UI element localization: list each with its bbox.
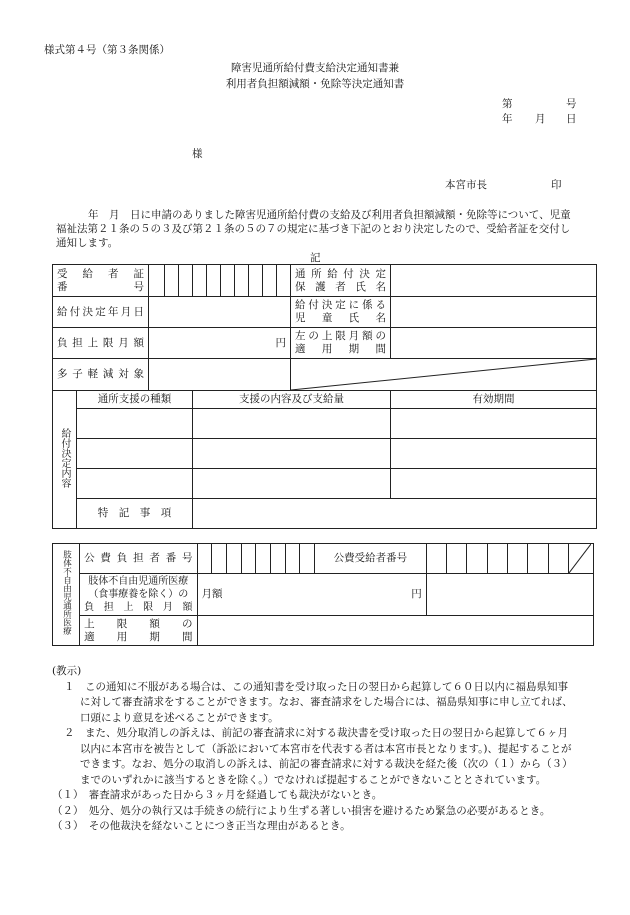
valid-period-cell[interactable] [391, 469, 597, 499]
public-recipient-digit[interactable] [508, 544, 528, 574]
diagonal-line [291, 359, 596, 390]
recipient-number-digit[interactable] [193, 265, 207, 297]
support-content-cell[interactable] [193, 409, 391, 439]
decision-date-label: 給付決定年月日 [53, 297, 149, 328]
special-notes-field[interactable] [193, 499, 597, 529]
public-burden-digit[interactable] [300, 544, 315, 574]
limit-period-field[interactable] [197, 616, 593, 646]
support-content-cell[interactable] [193, 469, 391, 499]
period-field[interactable] [391, 328, 597, 359]
medical-limit-label: 肢体不自由児通所医療 （食事療養を除く）の 負担上限月額 [80, 574, 197, 616]
decision-date-field[interactable] [149, 297, 291, 328]
child-label: 給付決定に係る 児 童 氏 名 [291, 297, 391, 328]
condition-3: （３） その他裁決を経ないことにつき正当な理由があるとき。 [52, 820, 351, 832]
medical-limit-field[interactable] [197, 574, 426, 616]
instruction-1-line: １ この通知に不服がある場合は、この通知書を受け取った日の翌日から起算して６０日以内に福島県知事 [64, 680, 568, 693]
instruction-2-line: までのいずれかに該当するときを除く。）でなければ提起することができないこととされています。 [80, 773, 547, 786]
period-label: 左の上限月額の 適 用 期 間 [291, 328, 391, 359]
date-day: 日 [566, 113, 577, 125]
recipient-number-digit[interactable] [149, 265, 165, 297]
valid-period-cell[interactable] [391, 439, 597, 469]
support-type-cell[interactable] [77, 469, 193, 499]
seal-mark: 印 [551, 179, 562, 191]
recipient-number-digit[interactable] [179, 265, 193, 297]
recipient-number-label: 受 給 者 証 番 号 [53, 265, 149, 297]
addressee-suffix: 様 [192, 148, 203, 160]
doc-number-prefix: 第 [502, 98, 513, 110]
medical-limit-blank [426, 574, 593, 616]
limit-period-label: 上 限 額 の 適 用 期 間 [80, 616, 197, 646]
guardian-label: 通所給付決定 保護者氏名 [291, 265, 391, 297]
instruction-1-line: に対して審査請求をすることができます。なお、審査請求をした場合には、福島県知事に申し立てれば、 [80, 696, 573, 708]
multi-child-label: 多子軽減対象 [53, 359, 149, 391]
instructions [52, 664, 592, 835]
monthly-label: 月額 [201, 588, 223, 600]
intro-line-1: 年 月 日に申請のありました障害児通所給付費の支給及び利用者負担額減額・免除等について、児童 [88, 209, 571, 221]
date-month: 月 [535, 113, 546, 125]
public-recipient-digit[interactable] [487, 544, 507, 574]
recipient-number-digit[interactable] [221, 265, 235, 297]
valid-period-cell[interactable] [391, 409, 597, 439]
recipient-number-digit[interactable] [207, 265, 221, 297]
intro-line-3: 通知します。 [56, 237, 119, 249]
public-burden-digit[interactable] [285, 544, 300, 574]
public-burden-digit[interactable] [256, 544, 271, 574]
recipient-number-digit[interactable] [277, 265, 291, 297]
public-recipient-digit[interactable] [548, 544, 568, 574]
issuer: 本宮市長 [445, 179, 487, 191]
public-burden-digit[interactable] [197, 544, 212, 574]
special-notes-label: 特 記 事 項 [77, 499, 193, 529]
title-line-2: 利用者負担額減額・免除等決定通知書 [225, 78, 405, 90]
decision-table [52, 264, 597, 529]
intro-line-2: 福祉法第２１条の５の３及び第２１条の５の７の規定に基づき下記のとおり決定したので、受給者証を交付し [56, 223, 571, 235]
medical-side-label: 肢体不自由児通所医療 [53, 544, 80, 646]
guardian-name-field[interactable] [391, 265, 597, 297]
form-number: 様式第４号（第３条関係） [44, 44, 170, 56]
date-year: 年 [502, 113, 513, 125]
child-name-field[interactable] [391, 297, 597, 328]
support-type-cell[interactable] [77, 439, 193, 469]
instruction-1-line: 口頭により意見を述べることができます。 [80, 711, 279, 724]
public-recipient-digit[interactable] [447, 544, 467, 574]
public-burden-digit[interactable] [212, 544, 227, 574]
public-burden-digit[interactable] [270, 544, 285, 574]
recipient-number-digit[interactable] [165, 265, 179, 297]
support-type-cell[interactable] [77, 409, 193, 439]
public-recipient-digit[interactable] [467, 544, 487, 574]
doc-number-suffix: 号 [566, 98, 577, 110]
public-recipient-diagonal-cell [569, 544, 594, 574]
support-content-cell[interactable] [193, 439, 391, 469]
public-burden-label: 公費負担者番号 [80, 544, 197, 574]
upper-limit-label: 負担上限月額 [53, 328, 149, 359]
condition-2: （２） 処分、処分の執行又は手続きの続行により生ずる著しい損害を避けるため緊急の必要があるとき。 [52, 804, 551, 817]
diagonal-line [569, 544, 591, 573]
recipient-number-digit[interactable] [235, 265, 249, 297]
yen-unit: 円 [275, 336, 286, 349]
ki-label: 記 [310, 252, 321, 264]
instruction-2-line: 以内に本宮市を被告として（訴訟において本宮市を代表する者は本宮市長となります。)、提起することが [80, 742, 572, 755]
instruction-2-line: できます。なお、処分の取消しの訴えは、前記の審査請求に対する裁決を経た後（次の（１）から（３） [80, 758, 573, 770]
instructions-heading: (教示) [52, 665, 82, 677]
condition-1: （１） 審査請求があった日から３ヶ月を経過しても裁決がないとき。 [52, 789, 383, 801]
public-recipient-label: 公費受給者番号 [314, 544, 426, 574]
upper-limit-field[interactable] [149, 328, 291, 359]
multi-child-diagonal-cell [291, 359, 597, 391]
medical-table [52, 543, 594, 646]
public-recipient-digit[interactable] [426, 544, 446, 574]
decision-content-side-label: 給付決定内容 [53, 391, 77, 529]
recipient-number-digit[interactable] [249, 265, 263, 297]
public-recipient-digit[interactable] [528, 544, 548, 574]
col-valid-period: 有効期間 [391, 391, 597, 409]
multi-child-field[interactable] [149, 359, 291, 391]
recipient-number-digit[interactable] [263, 265, 277, 297]
col-support-content: 支援の内容及び支給量 [193, 391, 391, 409]
public-burden-digit[interactable] [241, 544, 256, 574]
col-support-type: 通所支援の種類 [77, 391, 193, 409]
public-burden-digit[interactable] [226, 544, 241, 574]
yen-unit: 円 [411, 588, 422, 600]
title-line-1: 障害児通所給付費支給決定通知書兼 [231, 62, 399, 74]
instruction-2-line: ２ また、処分取消しの訴えは、前記の審査請求に対する裁決書を受け取った日の翌日から起算して６ヶ月 [64, 727, 568, 739]
